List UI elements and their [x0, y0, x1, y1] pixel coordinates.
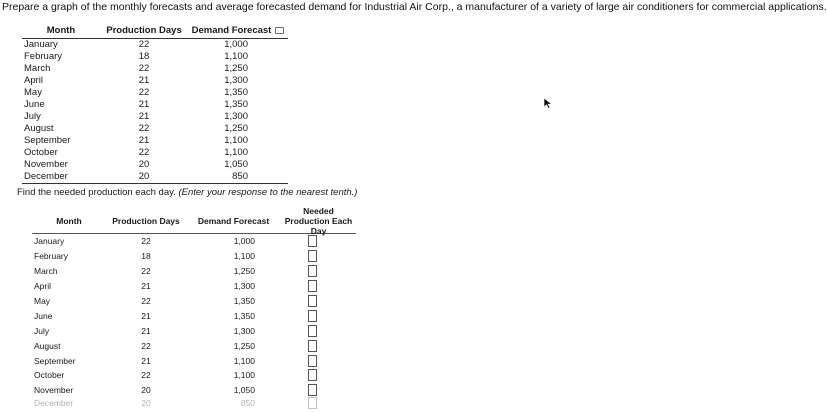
forecast-cell: 1,050: [224, 159, 248, 170]
answer-month-cell: April: [34, 281, 52, 292]
data-table-row: [22, 39, 288, 51]
answer-month-cell: June: [34, 310, 53, 321]
answer-days-cell: 22: [141, 266, 151, 277]
answer-table-row: [32, 308, 356, 323]
needed-production-input[interactable]: [308, 265, 317, 277]
forecast-cell: 1,300: [224, 111, 248, 122]
needed-production-input[interactable]: [308, 355, 317, 367]
header-month: Month: [46, 25, 76, 36]
needed-production-input[interactable]: [308, 325, 317, 337]
answer-days-cell: 21: [141, 281, 151, 292]
needed-production-input[interactable]: [308, 295, 317, 307]
header-demand-forecast-label: Demand Forecast: [191, 25, 272, 36]
answer-days-cell: 20: [141, 385, 151, 396]
answer-month-cell: August: [34, 340, 61, 351]
month-cell: June: [24, 99, 45, 110]
needed-production-cell: [281, 235, 356, 247]
answer-forecast-cell: 1,100: [233, 370, 255, 381]
data-table-row: [22, 123, 288, 135]
needed-production-input[interactable]: [308, 397, 317, 409]
month-cell: September: [24, 135, 71, 146]
instruction: [17, 187, 357, 198]
answer-month-cell: January: [34, 236, 65, 247]
month-cell: August: [24, 123, 54, 134]
answer-forecast-cell: 1,350: [233, 310, 255, 321]
data-table-row: [22, 99, 288, 111]
forecast-cell: 1,350: [224, 87, 248, 98]
forecast-cell: 1,100: [224, 51, 248, 62]
answer-forecast-cell: 1,000: [233, 236, 255, 247]
data-table-row: [22, 147, 288, 159]
data-table-row: [22, 87, 288, 99]
days-cell: 22: [138, 147, 150, 158]
month-cell: May: [24, 87, 42, 98]
data-table-row: [22, 63, 288, 75]
answer-forecast-cell: 850: [240, 397, 255, 408]
month-cell: December: [24, 171, 68, 182]
header-production-days: Production Days: [106, 25, 182, 36]
answer-table-row: [32, 249, 356, 264]
answer-header-production-days: Production Days: [112, 215, 180, 226]
answer-days-cell: 22: [141, 296, 151, 306]
answer-month-cell: July: [34, 325, 50, 336]
answer-table-row: [32, 294, 356, 309]
answer-forecast-cell: 1,100: [233, 251, 255, 262]
answer-days-cell: 18: [141, 251, 151, 262]
data-table-row: [22, 135, 288, 147]
needed-production-cell: [281, 310, 356, 322]
answer-table-row: [32, 323, 356, 338]
needed-production-cell: [281, 340, 356, 352]
answer-header-month: Month: [56, 215, 82, 226]
answer-month-cell: May: [34, 296, 51, 306]
forecast-cell: 1,300: [224, 75, 248, 86]
problem-prompt: Prepare a graph of the monthly forecasts and average forecasted demand for Industrial Air Corp., a manufacturer of a variety of large air conditioners for commercial applications.: [2, 1, 827, 13]
answer-forecast-cell: 1,250: [233, 340, 255, 351]
needed-production-input[interactable]: [308, 280, 317, 292]
needed-production-cell: [281, 355, 356, 367]
answer-month-cell: September: [34, 355, 76, 366]
days-cell: 20: [138, 159, 150, 170]
answer-table-row: [32, 398, 356, 408]
needed-production-cell: [281, 280, 356, 292]
answer-table-body: [32, 234, 356, 408]
forecast-cell: 1,000: [224, 39, 248, 50]
answer-table-row: [32, 234, 356, 249]
forecast-cell: 1,100: [224, 147, 248, 158]
needed-production-cell: [281, 369, 356, 381]
answer-month-cell: March: [34, 266, 58, 277]
days-cell: 22: [138, 39, 150, 50]
answer-days-cell: 20: [141, 397, 151, 408]
answer-forecast-cell: 1,250: [233, 266, 255, 277]
answer-header-demand-forecast: Demand Forecast: [197, 215, 270, 226]
needed-production-input[interactable]: [308, 235, 317, 247]
answer-days-cell: 21: [141, 310, 151, 321]
forecast-cell: 850: [232, 171, 248, 182]
month-cell: October: [24, 147, 58, 158]
answer-month-cell: December: [34, 397, 74, 408]
needed-production-cell: [281, 325, 356, 337]
answer-forecast-cell: 1,050: [233, 385, 255, 396]
answer-days-cell: 21: [141, 355, 151, 366]
month-cell: March: [24, 63, 51, 74]
answer-table-row: [32, 368, 356, 383]
month-cell: November: [24, 159, 68, 170]
data-table-row: [22, 75, 288, 87]
data-table-body: [22, 39, 288, 184]
needed-production-input[interactable]: [308, 369, 317, 381]
month-cell: July: [24, 111, 41, 122]
instruction-hint: (Enter your response to the nearest tenth.): [178, 187, 358, 198]
answer-table-row: [32, 279, 356, 294]
days-cell: 22: [138, 87, 150, 98]
answer-header-needed-production: Needed Production Each Day: [284, 205, 353, 236]
days-cell: 21: [138, 135, 150, 146]
month-cell: February: [24, 51, 63, 62]
month-cell: January: [24, 39, 58, 50]
answer-days-cell: 22: [141, 370, 151, 381]
answer-forecast-cell: 1,100: [233, 355, 255, 366]
data-table-row: [22, 51, 288, 63]
days-cell: 21: [138, 75, 150, 86]
days-cell: 21: [138, 111, 150, 122]
answer-table-row: [32, 264, 356, 279]
answer-table-row: [32, 353, 356, 368]
answer-month-cell: October: [34, 370, 65, 381]
needed-production-cell: [281, 295, 356, 307]
forecast-cell: 1,250: [224, 63, 248, 74]
days-cell: 21: [138, 99, 150, 110]
needed-production-cell: [281, 265, 356, 277]
answer-days-cell: 22: [141, 340, 151, 351]
forecast-cell: 1,250: [224, 123, 248, 134]
needed-production-input[interactable]: [308, 310, 317, 322]
answer-table-row: [32, 338, 356, 353]
needed-production-input[interactable]: [308, 340, 317, 352]
days-cell: 22: [138, 63, 150, 74]
data-table-header: [22, 25, 288, 39]
answer-forecast-cell: 1,350: [233, 296, 255, 306]
data-table-row: [22, 171, 288, 183]
needed-production-cell: [281, 250, 356, 262]
copy-icon[interactable]: [275, 27, 284, 34]
forecast-cell: 1,100: [224, 135, 248, 146]
forecast-cell: 1,350: [224, 99, 248, 110]
answer-table-header: [32, 205, 356, 236]
days-cell: 22: [138, 123, 150, 134]
mouse-cursor-icon: [543, 97, 553, 109]
answer-days-cell: 21: [141, 325, 151, 336]
needed-production-input[interactable]: [308, 250, 317, 262]
needed-production-input[interactable]: [308, 384, 317, 396]
answer-table: [32, 205, 356, 408]
instruction-text: Find the needed production each day.: [17, 187, 176, 198]
answer-month-cell: November: [34, 385, 74, 396]
data-table: [22, 25, 288, 184]
answer-days-cell: 22: [141, 236, 151, 247]
needed-production-cell: [281, 384, 356, 396]
days-cell: 20: [138, 171, 150, 182]
answer-forecast-cell: 1,300: [233, 281, 255, 292]
month-cell: April: [24, 75, 44, 86]
needed-production-cell: [281, 397, 356, 409]
answer-month-cell: February: [34, 251, 69, 262]
days-cell: 18: [138, 51, 150, 62]
answer-table-row: [32, 383, 356, 398]
data-table-row: [22, 159, 288, 171]
data-table-row: [22, 111, 288, 123]
answer-forecast-cell: 1,300: [233, 325, 255, 336]
header-demand-forecast: [188, 25, 288, 38]
